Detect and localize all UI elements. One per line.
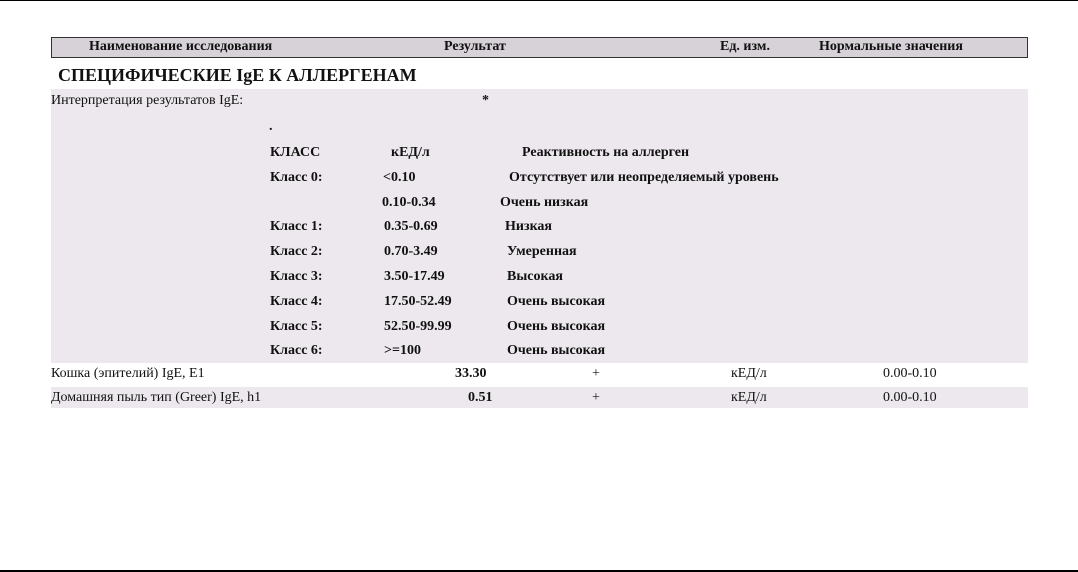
class-row-6-reactivity: Очень высокая xyxy=(507,319,606,334)
result-row-0-value: 33.30 xyxy=(455,366,487,381)
interpretation-dot: . xyxy=(269,119,273,134)
class-row-2-reactivity: Низкая xyxy=(505,219,553,234)
class-row-2-range: 0.35-0.69 xyxy=(384,219,438,234)
interpretation-label: Интерпретация результатов IgE: xyxy=(51,93,244,108)
class-column-header: КЛАСС xyxy=(270,145,321,160)
class-row-5-range: 17.50-52.49 xyxy=(384,294,452,309)
class-row-6-class: Класс 5: xyxy=(270,319,323,334)
result-row-0-unit: кЕД/л xyxy=(731,366,767,381)
class-row-0-class: Класс 0: xyxy=(270,170,323,185)
unit-column-header: кЕД/л xyxy=(391,145,430,160)
result-row-1-normal: 0.00-0.10 xyxy=(883,390,937,405)
class-row-5-reactivity: Очень высокая xyxy=(507,294,606,309)
class-row-3-class: Класс 2: xyxy=(270,244,323,259)
class-row-4-range: 3.50-17.49 xyxy=(384,269,445,284)
result-row-0-flag: + xyxy=(592,366,600,381)
top-rule xyxy=(0,0,1078,1)
class-row-5-class: Класс 4: xyxy=(270,294,323,309)
class-row-0-reactivity: Отсутствует или неопределяемый уровень xyxy=(509,170,779,185)
class-row-3-reactivity: Умеренная xyxy=(507,244,577,259)
class-row-0-range: <0.10 xyxy=(383,170,416,185)
header-normal: Нормальные значения xyxy=(819,39,963,54)
result-row-1-value: 0.51 xyxy=(468,390,493,405)
section-title: СПЕЦИФИЧЕСКИЕ IgE К АЛЛЕРГЕНАМ xyxy=(58,65,417,85)
class-row-1-range: 0.10-0.34 xyxy=(382,195,436,210)
result-row-1-flag: + xyxy=(592,390,600,405)
header-name: Наименование исследования xyxy=(89,39,273,54)
result-row-0-normal: 0.00-0.10 xyxy=(883,366,937,381)
class-row-7-range: >=100 xyxy=(384,343,421,358)
class-row-2-class: Класс 1: xyxy=(270,219,323,234)
result-row-1-name: Домашняя пыль тип (Greer) IgE, h1 xyxy=(51,390,262,405)
class-row-6-range: 52.50-99.99 xyxy=(384,319,452,334)
class-row-7-reactivity: Очень высокая xyxy=(507,343,606,358)
header-result: Результат xyxy=(444,39,506,54)
header-unit: Ед. изм. xyxy=(720,39,770,54)
class-row-3-range: 0.70-3.49 xyxy=(384,244,438,259)
class-row-7-class: Класс 6: xyxy=(270,343,323,358)
class-row-4-reactivity: Высокая xyxy=(507,269,563,284)
class-row-4-class: Класс 3: xyxy=(270,269,323,284)
result-row-0-name: Кошка (эпителий) IgE, E1 xyxy=(51,366,205,381)
class-row-1-reactivity: Очень низкая xyxy=(500,195,589,210)
reactivity-column-header: Реактивность на аллерген xyxy=(522,145,690,160)
interpretation-marker: * xyxy=(482,93,489,108)
table-header xyxy=(51,37,1028,58)
result-row-1-unit: кЕД/л xyxy=(731,390,767,405)
